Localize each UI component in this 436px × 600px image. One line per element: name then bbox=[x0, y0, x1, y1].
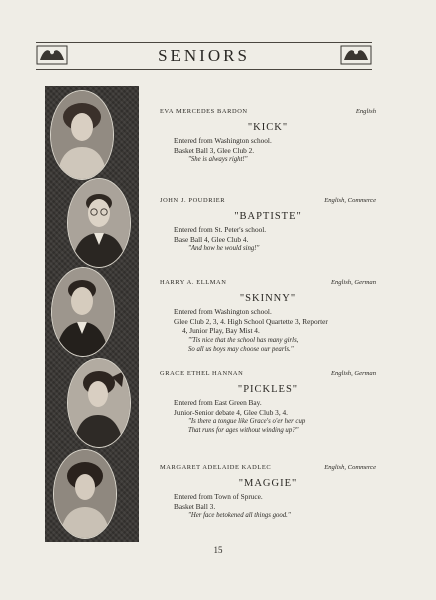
portrait-photo bbox=[51, 267, 115, 357]
senior-entry bbox=[160, 108, 376, 164]
senior-name: EVA MERCEDES BARDON bbox=[160, 108, 248, 115]
senior-quote: So all us boys may choose our pearls." bbox=[188, 345, 294, 353]
activity-line: Entered from East Green Bay. bbox=[174, 398, 262, 407]
activity-line: Basket Ball 3. bbox=[174, 501, 216, 511]
senior-quote: "'Tis nice that the school has many girls, bbox=[188, 336, 299, 344]
right-ornament-icon bbox=[340, 44, 372, 66]
senior-quote: "She is always right!" bbox=[188, 156, 248, 163]
senior-name: HARRY A. ELLMAN bbox=[160, 279, 227, 286]
senior-courses: English, German bbox=[330, 279, 376, 286]
activity-line: Junior-Senior debate 4, Glee Club 3, 4. bbox=[174, 407, 288, 417]
page-title: SENIORS bbox=[158, 46, 250, 65]
senior-nickname: "PICKLES" bbox=[237, 384, 299, 395]
senior-name: JOHN J. POUDRIER bbox=[160, 197, 226, 204]
activity-line: Base Ball 4, Glee Club 4. bbox=[174, 234, 249, 244]
portrait-photo bbox=[53, 449, 117, 539]
activity-line: Glee Club 2, 3, 4. High School Quartette 3, Reporter bbox=[174, 316, 328, 326]
senior-nickname: "SKINNY" bbox=[239, 293, 297, 304]
senior-entry bbox=[160, 464, 376, 520]
activity-line: Entered from St. Peter's school. bbox=[174, 225, 267, 234]
activity-line: Entered from Town of Spruce. bbox=[174, 492, 263, 501]
portrait-photo bbox=[50, 90, 114, 180]
senior-entry bbox=[160, 279, 376, 354]
page-number: 15 bbox=[213, 545, 223, 555]
senior-quote: That runs for ages without winding up?" bbox=[188, 427, 299, 434]
portrait-strip bbox=[45, 86, 139, 542]
senior-name: MARGARET ADELAIDE KADLEC bbox=[160, 464, 272, 471]
senior-quote: "And how he would sing!" bbox=[188, 245, 260, 252]
page-header bbox=[36, 42, 372, 70]
senior-nickname: "KICK" bbox=[247, 122, 289, 133]
activity-line: Entered from Washington school. bbox=[174, 136, 272, 145]
senior-entry bbox=[160, 370, 376, 435]
senior-nickname: "MAGGIE" bbox=[238, 478, 298, 489]
senior-entry bbox=[160, 197, 376, 253]
senior-name: GRACE ETHEL HANNAN bbox=[160, 370, 244, 377]
senior-courses: English, Commerce bbox=[324, 197, 376, 204]
senior-courses: English, Commerce bbox=[324, 464, 376, 471]
senior-quote: "Is there a tongue like Grace's o'er her cup bbox=[188, 418, 306, 425]
activity-line: Entered from Washington school. bbox=[174, 307, 272, 316]
portrait-photo bbox=[67, 178, 131, 268]
senior-courses: English, German bbox=[330, 370, 376, 377]
activity-line: Basket Ball 3, Glee Club 2. bbox=[174, 145, 255, 155]
portrait-photo bbox=[67, 358, 131, 448]
activity-line: 4, Junior Play, Bay Mist 4. bbox=[182, 326, 260, 335]
senior-nickname: "BAPTISTE" bbox=[234, 211, 302, 222]
senior-quote: "Her face betokened all things good." bbox=[188, 512, 291, 519]
senior-courses: English bbox=[355, 108, 376, 115]
